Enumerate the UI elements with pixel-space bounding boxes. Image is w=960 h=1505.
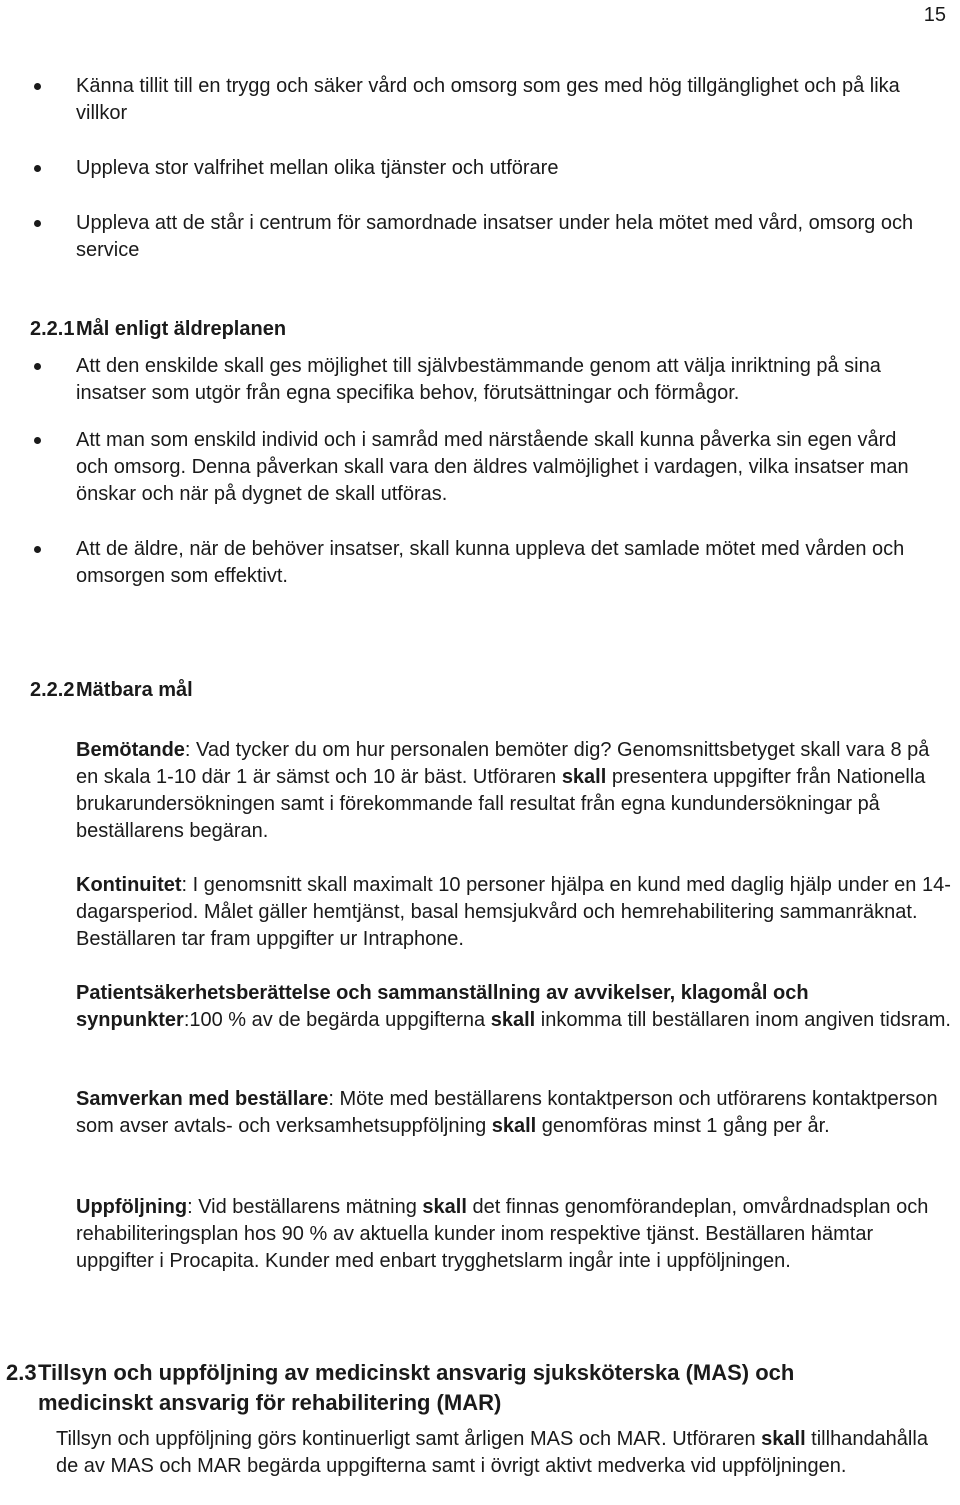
list-item-text: Att den enskilde skall ges möjlighet till självbestämmande genom att välja inriktning på sina insatser som utgör från egna specifika behov, förutsättningar och förmågor. [76, 355, 881, 404]
list-item-text: Att man som enskild individ och i samråd med närstående skall kunna påverka sin egen vård och omsorg. Denna påverkan skall vara den äldres valmöjlighet i vardagen, vilka insatser man önskar och när på dygnet de skall utföras. [76, 429, 909, 505]
list-item [30, 427, 930, 508]
paragraph-text: tillhandahålla de av MAS och MAR begärda uppgifterna samt i övrigt aktivt medverka vid uppföljningen. [56, 1428, 928, 1477]
section-title: Tillsyn och uppföljning av medicinskt ansvarig sjuksköterska (MAS) och [38, 1360, 795, 1385]
list-item-text: Uppleva att de står i centrum för samordnade insatser under hela mötet med vård, omsorg och service [76, 212, 914, 261]
paragraph-label: Uppföljning [76, 1196, 188, 1218]
bullet-icon [34, 546, 41, 553]
section-heading-23 [6, 1358, 936, 1418]
emphasis-text: skall [491, 1115, 537, 1137]
paragraph-text: :100 % av de begärda uppgifterna [183, 1009, 491, 1031]
paragraph-tillsyn [56, 1426, 946, 1480]
page-number: 15 [923, 4, 946, 26]
section-number: 2.2.2 [30, 679, 75, 701]
list-item [30, 353, 930, 407]
section-title: Mätbara mål [76, 679, 193, 701]
emphasis-text: skall [761, 1428, 806, 1450]
paragraph-samverkan [76, 1086, 956, 1140]
section-number: 2.3 [6, 1360, 37, 1385]
paragraph-uppfoljning [76, 1194, 956, 1275]
paragraph-kontinuitet [76, 872, 956, 953]
list-item [30, 155, 930, 182]
emphasis-text: skall [490, 1009, 536, 1031]
list-item-text: Att de äldre, när de behöver insatser, skall kunna uppleva det samlade mötet med vården och omsorgen som effektivt. [76, 538, 905, 587]
section-number: 2.2.1 [30, 318, 75, 340]
bullet-icon [34, 165, 41, 172]
list-item [30, 210, 930, 264]
paragraph-text: : Möte med beställarens kontaktperson och utförarens kontaktperson som avser avtals- och verksamhetsuppföljning [76, 1088, 938, 1137]
section-title: Mål enligt äldreplanen [76, 318, 287, 340]
paragraph-text: presentera uppgifter från Nationella brukarundersökningen samt i förekommande fall resultat från egna kundundersökningar på beställarens begäran. [76, 766, 926, 842]
paragraph-text: : I genomsnitt skall maximalt 10 personer hjälpa en kund med daglig hjälp under en 14-dagarsperiod. Målet gäller hemtjänst, basal hemsjukvård och hemrehabilitering sammanräknat. Beställaren tar fram uppgifter ur Intraphone. [76, 874, 951, 950]
paragraph-patientsakerhet [76, 980, 956, 1034]
paragraph-label: Patientsäkerhetsberättelse och sammanställning av avvikelser, klagomål och synpunkter [76, 982, 809, 1031]
list-item [30, 536, 930, 590]
paragraph-bemotande [76, 737, 956, 845]
section-heading-221 [30, 316, 930, 343]
bullet-icon [34, 83, 41, 90]
paragraph-text: : Vid beställarens mätning [187, 1196, 423, 1218]
paragraph-label: Kontinuitet [76, 874, 182, 896]
list-item-text: Uppleva stor valfrihet mellan olika tjänster och utförare [76, 157, 559, 179]
section-heading-222 [30, 677, 930, 704]
paragraph-text: inkomma till beställaren inom angiven tidsram. [535, 1009, 951, 1031]
list-item-text: Känna tillit till en trygg och säker vård och omsorg som ges med hög tillgänglighet och på lika villkor [76, 75, 900, 124]
bullet-icon [34, 220, 41, 227]
list-item [30, 73, 930, 127]
emphasis-text: skall [561, 766, 607, 788]
intro-bullet-list [30, 73, 930, 264]
emphasis-text: skall [422, 1196, 467, 1218]
paragraph-label: Samverkan med beställare [76, 1088, 329, 1110]
paragraph-text: : Vad tycker du om hur personalen bemöter dig? Genomsnittsbetyget skall vara 8 på en skala 1-10 där 1 är sämst och 10 är bäst. Utföraren [76, 739, 930, 788]
paragraph-label: Bemötande [76, 739, 185, 761]
section-title-continued: medicinskt ansvarig för rehabilitering (MAR) [38, 1390, 502, 1415]
paragraph-text: genomföras minst 1 gång per år. [536, 1115, 830, 1137]
goals-bullet-list [30, 353, 930, 590]
paragraph-text: det finnas genomförandeplan, omvårdnadsplan och rehabiliteringsplan hos 90 % av aktuella kunder inom respektive tjänst. Beställaren hämtar uppgifter i Procapita. Kunder med enbart trygghetslarm ingår inte i uppföljningen. [76, 1196, 929, 1272]
bullet-icon [34, 363, 41, 370]
bullet-icon [34, 437, 41, 444]
paragraph-text: Tillsyn och uppföljning görs kontinuerligt samt årligen MAS och MAR. Utföraren [56, 1428, 762, 1450]
